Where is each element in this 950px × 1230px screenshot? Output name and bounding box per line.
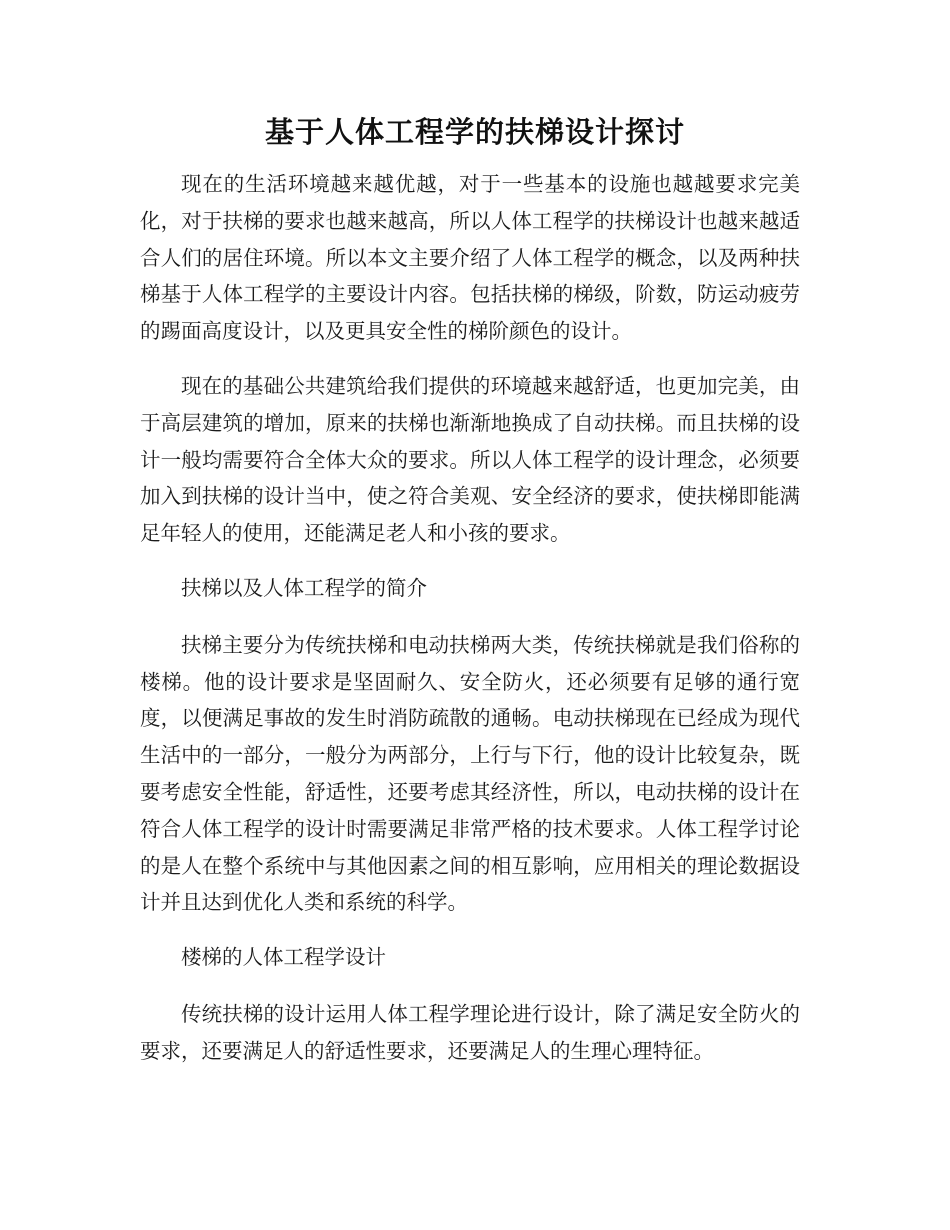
paragraph-intro: 现在的生活环境越来越优越，对于一些基本的设施也越越要求完美化，对于扶梯的要求也越来越高，所以人体工程学的扶梯设计也越来越适合人们的居住环境。所以本文主要介绍了人体工程学的概念，以及两种扶梯基于人体工程学的主要设计内容。包括扶梯的梯级，阶数，防运动疲劳的踢面高度设计，以及更具安全性的梯阶颜色的设计。 [140,172,800,344]
paragraph-stair-design: 传统扶梯的设计运用人体工程学理论进行设计，除了满足安全防火的要求，还要满足人的舒适性要求，还要满足人的生理心理特征。 [140,1001,800,1063]
section-heading-stair-design: 楼梯的人体工程学设计 [181,945,386,970]
paragraph-overview: 扶梯主要分为传统扶梯和电动扶梯两大类，传统扶梯就是我们俗称的楼梯。他的设计要求是坚固耐久、安全防火，还必须要有足够的通行宽度，以便满足事故的发生时消防疏散的通畅。电动扶梯现在已经成为现代生活中的一部分，一般分为两部分，上行与下行，他的设计比较复杂，既要考虑安全性能，舒适性，还要考虑其经济性，所以，电动扶梯的设计在符合人体工程学的设计时需要满足非常严格的技术要求。人体工程学讨论的是人在整个系统中与其他因素之间的相互影响，应用相关的理论数据设计并且达到优化人类和系统的科学。 [140,632,800,915]
paragraph-background: 现在的基础公共建筑给我们提供的环境越来越舒适，也更加完美，由于高层建筑的增加，原来的扶梯也渐渐地换成了自动扶梯。而且扶梯的设计一般均需要符合全体大众的要求。所以人体工程学的设计理念，必须要加入到扶梯的设计当中，使之符合美观、安全经济的要求，使扶梯即能满足年轻人的使用，还能满足老人和小孩的要求。 [140,373,800,546]
document-title: 基于人体工程学的扶梯设计探讨 [264,115,685,149]
document-body [140,166,800,1088]
section-heading-overview: 扶梯以及人体工程学的简介 [181,575,427,600]
